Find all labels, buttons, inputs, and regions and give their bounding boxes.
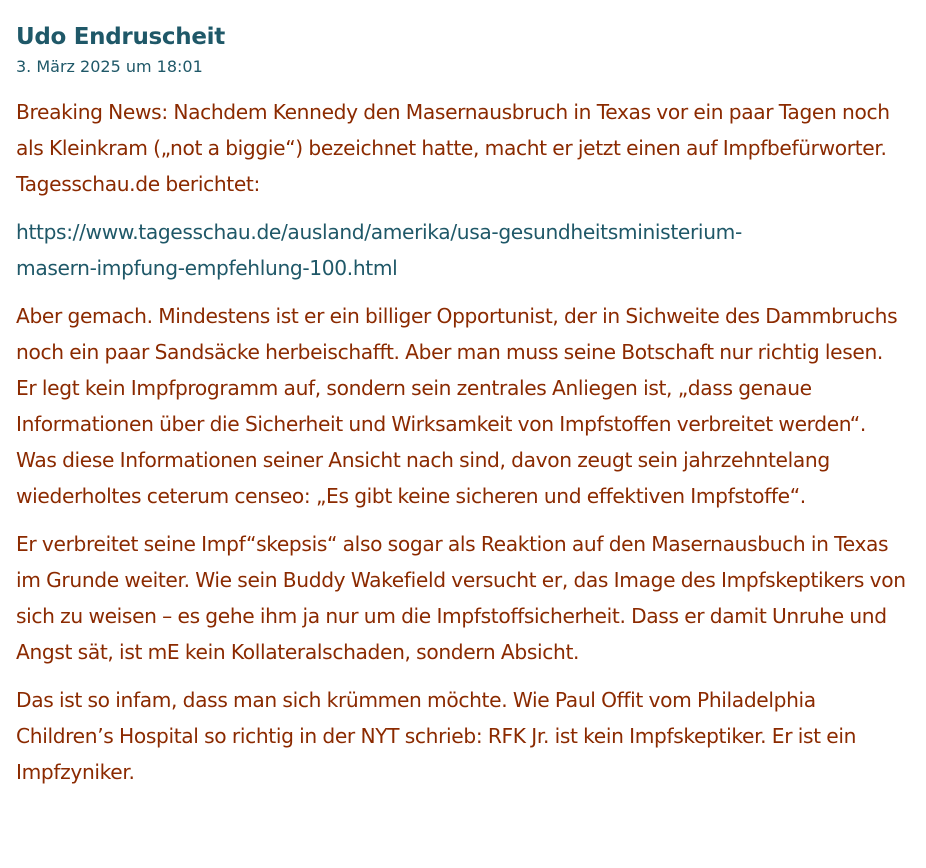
comment-paragraph-2: Aber gemach. Mindestens ist er ein billiger Opportunist, der in Sichweite des Dammbruchs noch ein paar Sandsäcke herbeischafft. Aber man muss seine Botschaft nur richtig lesen. Er legt kein Impfprogramm auf, sondern sein zentrales Anliegen ist, „dass genaue Informationen über die Sicherheit und Wirksamkeit von Impfstoffen verbreitet werden“. Was diese Informationen seiner Ansicht nach sind, davon zeugt sein jahrzehntelang wiederholtes ceterum censeo: „Es gibt keine sicheren und effektiven Impfstoffe“. <box>16 304 898 508</box>
tagesschau-link-line-1: https://www.tagesschau.de/ausland/amerika/usa-gesundheitsministerium- <box>16 220 742 244</box>
comment-paragraph-4: Das ist so infam, dass man sich krümmen möchte. Wie Paul Offit vom Philadelphia Children’s Hospital so richtig in der NYT schrieb: RFK Jr. ist kein Impfskeptiker. Er ist ein Impfzyniker. <box>16 688 857 784</box>
comment-link-paragraph <box>16 214 876 286</box>
comment-author[interactable]: Udo Endruscheit <box>16 24 225 50</box>
comment-paragraph-1: Breaking News: Nachdem Kennedy den Masernausbruch in Texas vor ein paar Tagen noch als Kleinkram („not a biggie“) bezeichnet hatte, macht er jetzt einen auf Impfbefürworter. Tagesschau.de berichtet: <box>16 100 890 196</box>
tagesschau-link[interactable] <box>16 220 742 280</box>
comment-paragraph-3: Er verbreitet seine Impf“skepsis“ also sogar als Reaktion auf den Masernausbuch in Texas im Grunde weiter. Wie sein Buddy Wakefield versucht er, das Image des Impfskeptikers von sich zu weisen – es gehe ihm ja nur um die Impfstoffsicherheit. Dass er damit Unruhe und Angst sät, ist mE kein Kollateralschaden, sondern Absicht. <box>16 532 906 664</box>
comment <box>16 20 906 802</box>
comment-date-link[interactable]: 3. März 2025 um 18:01 <box>16 57 203 76</box>
comment-body <box>16 94 906 790</box>
tagesschau-link-line-2: masern-impfung-empfehlung-100.html <box>16 256 398 280</box>
